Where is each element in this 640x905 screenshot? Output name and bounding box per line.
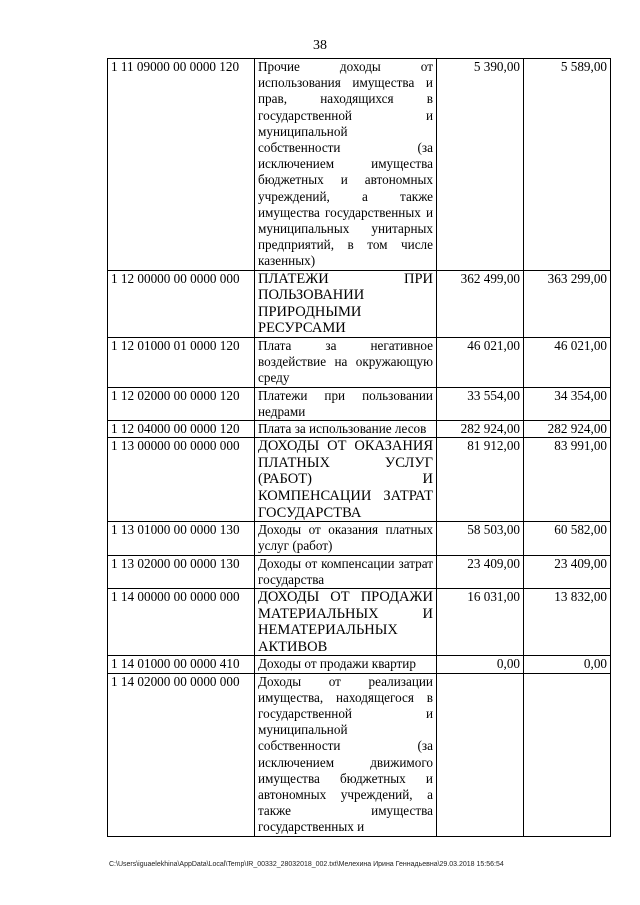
row-name: ДОХОДЫ ОТ ОКАЗАНИЯ ПЛАТНЫХ УСЛУГ (РАБОТ) И КОМПЕНСАЦИИ ЗАТРАТ ГОСУДАРСТВА (255, 438, 437, 522)
row-code: 1 14 02000 00 0000 000 (108, 673, 255, 836)
table-row (108, 338, 611, 388)
row-name: Плата за негативное воздействие на окружающую среду (255, 338, 437, 388)
row-name: Доходы от продажи квартир (255, 656, 437, 673)
table-row (108, 387, 611, 420)
row-code: 1 14 00000 00 0000 000 (108, 589, 255, 656)
row-value-1: 16 031,00 (437, 589, 524, 656)
row-name: Плата за использование лесов (255, 421, 437, 438)
table-row (108, 656, 611, 673)
row-value-2: 46 021,00 (524, 338, 611, 388)
table-row (108, 522, 611, 555)
row-code: 1 13 02000 00 0000 130 (108, 555, 255, 588)
row-value-2: 282 924,00 (524, 421, 611, 438)
row-value-1: 58 503,00 (437, 522, 524, 555)
table-row (108, 589, 611, 656)
row-name: ДОХОДЫ ОТ ПРОДАЖИ МАТЕРИАЛЬНЫХ И НЕМАТЕРИАЛЬНЫХ АКТИВОВ (255, 589, 437, 656)
page-number: 38 (313, 38, 327, 53)
row-value-2: 0,00 (524, 656, 611, 673)
table-row (108, 270, 611, 337)
row-name: Прочие доходы от использования имущества и прав, находящихся в государственной и муниципальной собственности (за исключением имущества бюджетных и автономных учреждений, а также имущества государственных и муниципальных унитарных предприятий, в том числе казенных) (255, 59, 437, 271)
row-value-1: 23 409,00 (437, 555, 524, 588)
row-code: 1 11 09000 00 0000 120 (108, 59, 255, 271)
table-row (108, 59, 611, 271)
row-name: ПЛАТЕЖИ ПРИ ПОЛЬЗОВАНИИ ПРИРОДНЫМИ РЕСУРСАМИ (255, 270, 437, 337)
row-code: 1 14 01000 00 0000 410 (108, 656, 255, 673)
row-code: 1 12 02000 00 0000 120 (108, 387, 255, 420)
row-value-2: 60 582,00 (524, 522, 611, 555)
row-value-2 (524, 673, 611, 836)
row-value-1: 33 554,00 (437, 387, 524, 420)
row-code: 1 12 00000 00 0000 000 (108, 270, 255, 337)
row-value-1 (437, 673, 524, 836)
row-name: Доходы от оказания платных услуг (работ) (255, 522, 437, 555)
budget-table (107, 58, 611, 837)
row-value-2: 34 354,00 (524, 387, 611, 420)
row-code: 1 13 00000 00 0000 000 (108, 438, 255, 522)
row-value-1: 362 499,00 (437, 270, 524, 337)
table-row (108, 438, 611, 522)
row-value-2: 13 832,00 (524, 589, 611, 656)
row-code: 1 13 01000 00 0000 130 (108, 522, 255, 555)
table-row (108, 421, 611, 438)
row-value-2: 5 589,00 (524, 59, 611, 271)
file-path-footer: C:\Users\iguaelekhina\AppData\Local\Temp\IR_00332_28032018_002.txt\Мелехина Ирина Геннадьевна\29.03.2018 15:56:54 (109, 861, 504, 868)
row-name: Доходы от реализации имущества, находящегося в государственной и муниципальной собственности (за исключением движимого имущества бюджетных и автономных учреждений, а также имущества государственных и (255, 673, 437, 836)
row-value-1: 282 924,00 (437, 421, 524, 438)
table-row (108, 673, 611, 836)
row-code: 1 12 01000 01 0000 120 (108, 338, 255, 388)
row-value-1: 46 021,00 (437, 338, 524, 388)
row-name: Доходы от компенсации затрат государства (255, 555, 437, 588)
row-value-1: 0,00 (437, 656, 524, 673)
row-value-1: 5 390,00 (437, 59, 524, 271)
table-row (108, 555, 611, 588)
row-value-2: 83 991,00 (524, 438, 611, 522)
row-value-2: 23 409,00 (524, 555, 611, 588)
row-name: Платежи при пользовании недрами (255, 387, 437, 420)
row-value-2: 363 299,00 (524, 270, 611, 337)
row-code: 1 12 04000 00 0000 120 (108, 421, 255, 438)
row-value-1: 81 912,00 (437, 438, 524, 522)
